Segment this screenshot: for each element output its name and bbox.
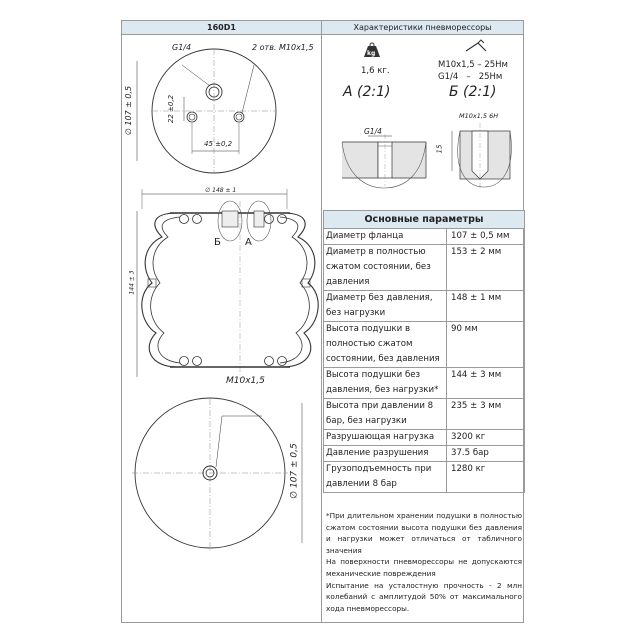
param-name: Диаметр в полностью сжатом состоянии, без давления (324, 245, 447, 291)
model-title: 160D1 (122, 21, 321, 35)
weight-icon-text: kg (367, 50, 376, 57)
weight-value: 1,6 кг. (361, 66, 390, 76)
param-name: Грузоподъемность при давлении 8 бар (324, 462, 447, 493)
torque-line-1: M10x1,5 – 25Нм (438, 60, 508, 70)
param-name: Высота при давлении 8 бар, без нагрузки (324, 399, 447, 430)
detail-b-drawing (442, 109, 522, 199)
param-value: 144 ± 3 мм (447, 368, 525, 399)
detail-a-drawing (336, 116, 436, 196)
param-name: Высота подушки без давления, без нагрузки* (324, 368, 447, 399)
top-view-drawing (122, 35, 322, 205)
param-name: Давление разрушения (324, 446, 447, 462)
side-height-dim: 144 ± 3 (128, 270, 136, 295)
table-row (324, 446, 525, 462)
side-width-dim: ∅ 148 ± 1 (205, 187, 237, 194)
detail-a-title: А (2:1) (343, 84, 391, 100)
param-value: 1280 кг (447, 462, 525, 493)
port-label-g14: G1/4 (172, 43, 192, 52)
param-name: Диаметр фланца (324, 229, 447, 245)
table-row (324, 430, 525, 446)
note-surface: На поверхности пневморессоры не допускаются механические повреждения (326, 557, 522, 578)
table-row (324, 368, 525, 399)
detail-b-label: M10x1,5 6H (459, 112, 499, 120)
table-row (324, 291, 525, 322)
note-fatigue: Испытание на усталостную прочность - 2 млн колебаний с амплитудой 50% от максимального хода пневморессоры. (326, 580, 522, 613)
bottom-view-drawing (122, 391, 322, 621)
detail-a-marker: А (245, 237, 252, 248)
dim-22: 22 ±0,2 (167, 94, 176, 124)
table-row (324, 245, 525, 291)
parameters-table (323, 210, 525, 493)
note-storage: *При длительном хранении подушки в полностью сжатом состоянии высота подушки без давления и нагрузки может отличаться от табличного значения (326, 511, 522, 555)
table-row (324, 322, 525, 368)
wrench-icon (464, 39, 490, 57)
notes-block (326, 510, 522, 614)
table-row (324, 399, 525, 430)
detail-a-label: G1/4 (364, 127, 382, 136)
holes-label: 2 отв. M10x1,5 (252, 43, 314, 52)
table-row (324, 229, 525, 245)
dim-45: 45 ±0,2 (204, 140, 233, 148)
param-value: 148 ± 1 мм (447, 291, 525, 322)
parameters-title: Основные параметры (324, 211, 525, 229)
param-value: 107 ± 0,5 мм (447, 229, 525, 245)
param-value: 37.5 бар (447, 446, 525, 462)
characteristics-title: Характеристики пневморессоры (322, 21, 523, 35)
top-diameter-dim: ∅ 107 ± 0,5 (124, 85, 134, 136)
parameters-header-row (324, 211, 525, 229)
param-name: Разрушающая нагрузка (324, 430, 447, 446)
bottom-diameter-dim: ∅ 107 ± 0,5 (289, 443, 300, 499)
detail-b-marker: Б (214, 237, 221, 248)
param-name: Высота подушки в полностью сжатом состоянии, без давления (324, 322, 447, 368)
bottom-thread-label: M10x1,5 (226, 376, 265, 386)
param-value: 90 мм (447, 322, 525, 368)
table-row (324, 462, 525, 493)
param-value: 153 ± 2 мм (447, 245, 525, 291)
drawing-sheet (121, 20, 524, 623)
side-view-drawing (122, 189, 322, 389)
detail-b-title: Б (2:1) (449, 84, 497, 100)
torque-line-2: G1/4 – 25Нм (438, 72, 503, 82)
param-value: 235 ± 3 мм (447, 399, 525, 430)
detail-b-dim: 15 (435, 144, 444, 154)
param-value: 3200 кг (447, 430, 525, 446)
param-name: Диаметр без давления, без нагрузки (324, 291, 447, 322)
